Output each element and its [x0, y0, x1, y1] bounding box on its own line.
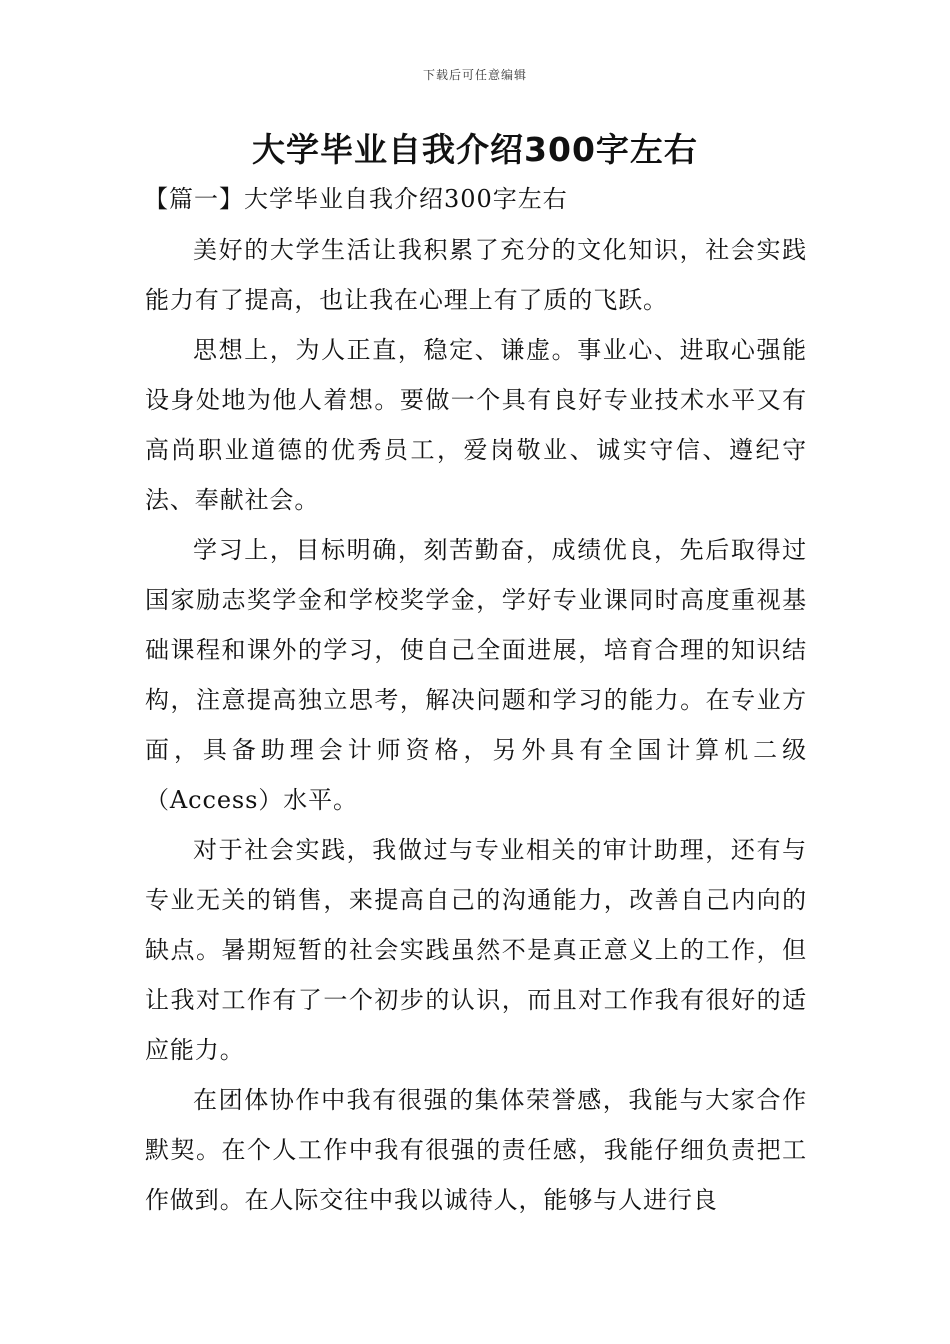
header-note: 下载后可任意编辑 — [422, 68, 527, 82]
section-heading: 【篇一】大学毕业自我介绍300字左右 — [144, 185, 568, 213]
document-title: 大学毕业自我介绍300字左右 — [252, 130, 698, 169]
paragraph-1: 美好的大学生活让我积累了充分的文化知识，社会实践能力有了提高，也让我在心理上有了质的飞跃。 — [145, 236, 807, 314]
paragraph-4: 对于社会实践，我做过与专业相关的审计助理，还有与专业无关的销售，来提高自己的沟通能力，改善自己内向的缺点。暑期短暂的社会实践虽然不是真正意义上的工作，但让我对工作有了一个初步的认识，而且对工作我有很好的适应能力。 — [145, 836, 807, 1064]
body-text — [145, 225, 807, 1225]
paragraph-3: 学习上，目标明确，刻苦勤奋，成绩优良，先后取得过国家励志奖学金和学校奖学金，学好专业课同时高度重视基础课程和课外的学习，使自己全面进展，培育合理的知识结构，注意提高独立思考，解决问题和学习的能力。在专业方面，具备助理会计师资格，另外具有全国计算机二级（Access）水平。 — [145, 536, 807, 814]
paragraph-5: 在团体协作中我有很强的集体荣誉感，我能与大家合作默契。在个人工作中我有很强的责任感，我能仔细负责把工作做到。在人际交往中我以诚待人，能够与人进行良 — [145, 1086, 807, 1214]
paragraph-2: 思想上，为人正直，稳定、谦虚。事业心、进取心强能设身处地为他人着想。要做一个具有良好专业技术水平又有高尚职业道德的优秀员工，爱岗敬业、诚实守信、遵纪守法、奉献社会。 — [145, 336, 807, 514]
